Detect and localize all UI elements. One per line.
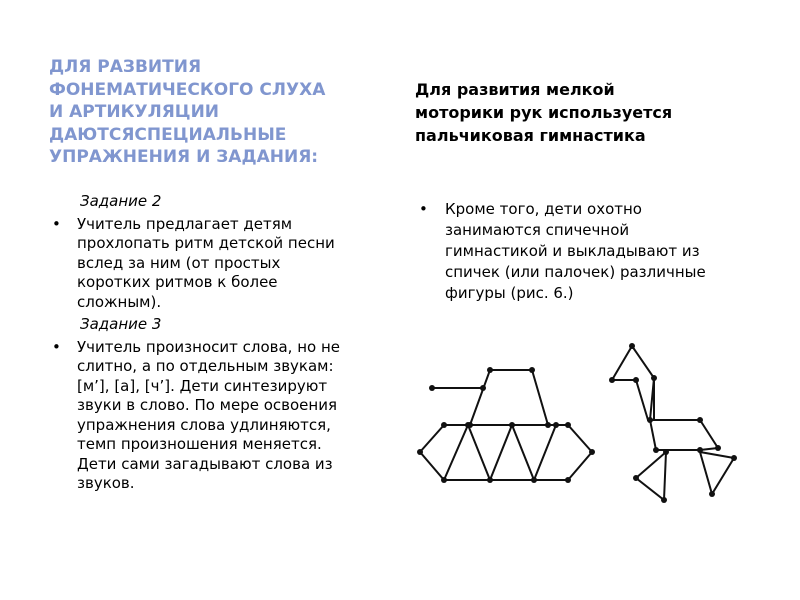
body-line: занимаются спичечной: [445, 221, 630, 239]
task-line: Учитель произносит слова, но не: [77, 337, 340, 356]
task-line: прохлопать ритм детской песни: [77, 234, 335, 252]
left-heading-line: ДЛЯ РАЗВИТИЯ: [49, 57, 202, 77]
bird-figure: [612, 346, 734, 500]
task-line: Дети сами загадывают слова из: [77, 454, 333, 473]
task-line: звуки в слово. По мере освоения: [77, 396, 337, 414]
task-line: темп произношения меняется.: [77, 435, 322, 453]
left-heading-line: ФОНЕМАТИЧЕСКОГО СЛУХА: [49, 79, 326, 100]
task-3-title: Задание 3: [80, 315, 162, 333]
task-line: сложным).: [77, 292, 162, 311]
left-heading-line: УПРАЖНЕНИЯ И ЗАДАНИЯ:: [49, 147, 319, 167]
body-line: Кроме того, дети охотно: [445, 200, 642, 218]
bullet-icon: •: [419, 200, 428, 218]
bird-joints: [609, 343, 737, 503]
task-line: упражнения слова удлиняются,: [77, 415, 331, 434]
body-line: спичек (или палочек) различные: [445, 263, 706, 281]
bullet-icon: •: [52, 214, 61, 233]
task-line: коротких ритмов к более: [77, 273, 278, 291]
left-heading-line: ДАЮТСЯСПЕЦИАЛЬНЫЕ: [49, 124, 287, 145]
task-line: звуков.: [77, 474, 135, 492]
task-line: вслед за ним (от простых: [77, 253, 281, 272]
body-line: фигуры (рис. 6.): [445, 284, 574, 302]
body-line: гимнастикой и выкладывают из: [445, 242, 700, 260]
task-2-title: Задание 2: [80, 192, 162, 210]
left-heading-line: И АРТИКУЛЯЦИИ: [49, 102, 220, 122]
task-line: Учитель предлагает детям: [77, 214, 293, 233]
right-heading-line: пальчиковая гимнастика: [415, 126, 646, 145]
task-line: [м’], [а], [ч’]. Дети синтезируют: [77, 376, 328, 395]
right-heading-line: Для развития мелкой: [415, 80, 615, 99]
bullet-icon: •: [52, 337, 61, 356]
task-line: слитно, а по отдельным звукам:: [77, 357, 334, 375]
right-heading-line: моторики рук используется: [415, 103, 673, 122]
